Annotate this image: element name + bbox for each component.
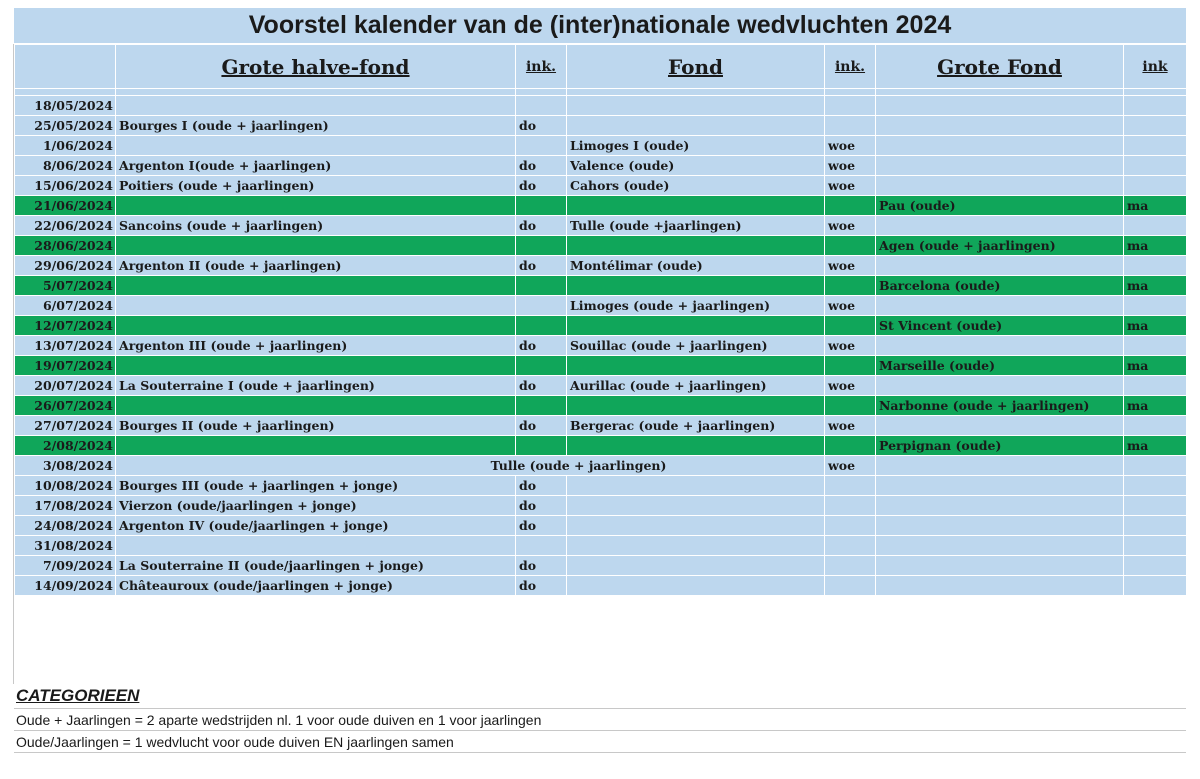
date-cell[interactable]: 8/06/2024 (15, 156, 116, 176)
grote-halve-fond-cell[interactable]: La Souterraine I (oude + jaarlingen) (116, 376, 516, 396)
date-cell[interactable]: 21/06/2024 (15, 196, 116, 216)
ink-cell[interactable] (1124, 156, 1187, 176)
grote-halve-fond-cell[interactable]: Argenton III (oude + jaarlingen) (116, 336, 516, 356)
table-row (15, 536, 1187, 556)
date-cell[interactable]: 28/06/2024 (15, 236, 116, 256)
fond-cell[interactable] (567, 436, 825, 456)
ink-cell[interactable]: woe (825, 156, 876, 176)
fond-cell[interactable] (567, 556, 825, 576)
grote-halve-fond-cell[interactable]: Argenton II (oude + jaarlingen) (116, 256, 516, 276)
date-cell[interactable]: 13/07/2024 (15, 336, 116, 356)
ink-cell[interactable] (825, 116, 876, 136)
fond-cell[interactable]: Montélimar (oude) (567, 256, 825, 276)
grote-fond-cell[interactable] (876, 136, 1124, 156)
fond-cell[interactable]: Cahors (oude) (567, 176, 825, 196)
calendar-body (15, 89, 1187, 596)
fond-cell[interactable] (567, 96, 825, 116)
grote-fond-cell[interactable] (876, 516, 1124, 536)
ink-cell[interactable]: do (516, 516, 567, 536)
date-cell[interactable]: 7/09/2024 (15, 556, 116, 576)
ink-cell[interactable] (516, 296, 567, 316)
grote-halve-fond-cell[interactable]: Argenton IV (oude/jaarlingen + jonge) (116, 516, 516, 536)
ink-cell[interactable]: woe (825, 336, 876, 356)
grote-fond-cell[interactable] (876, 216, 1124, 236)
legend-heading[interactable]: CATEGORIEEN (14, 683, 1186, 709)
date-cell[interactable]: 22/06/2024 (15, 216, 116, 236)
ink-cell[interactable] (1124, 176, 1187, 196)
spacer-row (15, 89, 1187, 96)
grote-fond-cell[interactable] (876, 576, 1124, 596)
grote-fond-cell[interactable]: Marseille (oude) (876, 356, 1124, 376)
table-row (15, 496, 1187, 516)
header-ink-1[interactable]: ink. (516, 45, 567, 89)
fond-cell[interactable] (567, 116, 825, 136)
table-row (15, 156, 1187, 176)
ink-cell[interactable]: do (516, 416, 567, 436)
ink-cell[interactable] (1124, 96, 1187, 116)
grote-fond-cell[interactable] (876, 156, 1124, 176)
ink-cell[interactable]: ma (1124, 356, 1187, 376)
grote-halve-fond-cell[interactable] (116, 276, 516, 296)
grote-fond-cell[interactable] (876, 96, 1124, 116)
fond-cell[interactable]: Aurillac (oude + jaarlingen) (567, 376, 825, 396)
grote-halve-fond-cell[interactable]: Châteauroux (oude/jaarlingen + jonge) (116, 576, 516, 596)
grote-fond-cell[interactable] (876, 256, 1124, 276)
ink-cell[interactable]: woe (825, 136, 876, 156)
fond-cell[interactable]: Limoges (oude + jaarlingen) (567, 296, 825, 316)
fond-cell[interactable] (567, 476, 825, 496)
table-cell[interactable] (567, 89, 825, 96)
grote-fond-cell[interactable] (876, 376, 1124, 396)
date-cell[interactable]: 5/07/2024 (15, 276, 116, 296)
ink-cell[interactable]: do (516, 116, 567, 136)
grote-halve-fond-cell[interactable] (116, 96, 516, 116)
date-cell[interactable]: 12/07/2024 (15, 316, 116, 336)
ink-cell[interactable] (516, 276, 567, 296)
table-row (15, 396, 1187, 416)
ink-cell[interactable] (516, 316, 567, 336)
grote-halve-fond-cell[interactable] (116, 436, 516, 456)
ink-cell[interactable]: ma (1124, 396, 1187, 416)
date-cell[interactable]: 29/06/2024 (15, 256, 116, 276)
grote-halve-fond-cell[interactable] (116, 356, 516, 376)
table-row (15, 296, 1187, 316)
header-date[interactable] (15, 45, 116, 89)
ink-cell[interactable]: woe (825, 456, 876, 476)
ink-cell[interactable]: woe (825, 416, 876, 436)
ink-cell[interactable] (825, 496, 876, 516)
ink-cell[interactable]: do (516, 256, 567, 276)
fond-cell[interactable] (567, 536, 825, 556)
ink-cell[interactable] (1124, 476, 1187, 496)
grote-halve-fond-cell[interactable] (116, 136, 516, 156)
fond-cell[interactable] (567, 236, 825, 256)
ink-cell[interactable] (825, 556, 876, 576)
ink-cell[interactable]: ma (1124, 196, 1187, 216)
header-grote-fond[interactable]: Grote Fond (876, 45, 1124, 89)
table-cell[interactable] (876, 89, 1124, 96)
grote-halve-fond-cell[interactable] (116, 316, 516, 336)
ink-cell[interactable] (1124, 296, 1187, 316)
fond-cell[interactable] (567, 356, 825, 376)
grote-fond-cell[interactable]: St Vincent (oude) (876, 316, 1124, 336)
grote-halve-fond-cell[interactable]: Bourges III (oude + jaarlingen + jonge) (116, 476, 516, 496)
ink-cell[interactable] (825, 516, 876, 536)
date-cell[interactable]: 2/08/2024 (15, 436, 116, 456)
grote-halve-fond-cell[interactable] (116, 236, 516, 256)
ink-cell[interactable] (516, 536, 567, 556)
ink-cell[interactable]: do (516, 496, 567, 516)
header-ink-3[interactable]: ink (1124, 45, 1187, 89)
legend-line-1[interactable]: Oude + Jaarlingen = 2 aparte wedstrijden nl. 1 voor oude duiven en 1 voor jaarlingen (14, 709, 1186, 731)
grote-fond-cell[interactable] (876, 556, 1124, 576)
ink-cell[interactable] (825, 196, 876, 216)
ink-cell[interactable]: ma (1124, 276, 1187, 296)
ink-cell[interactable] (1124, 136, 1187, 156)
table-row (15, 96, 1187, 116)
table-cell[interactable] (116, 89, 516, 96)
table-row (15, 216, 1187, 236)
date-cell[interactable]: 19/07/2024 (15, 356, 116, 376)
header-ink-2[interactable]: ink. (825, 45, 876, 89)
grote-fond-cell[interactable] (876, 296, 1124, 316)
grote-halve-fond-cell[interactable]: Argenton I(oude + jaarlingen) (116, 156, 516, 176)
grote-fond-cell[interactable]: Agen (oude + jaarlingen) (876, 236, 1124, 256)
ink-cell[interactable] (1124, 336, 1187, 356)
grote-fond-cell[interactable] (876, 476, 1124, 496)
date-cell[interactable]: 24/08/2024 (15, 516, 116, 536)
ink-cell[interactable] (516, 96, 567, 116)
ink-cell[interactable]: do (516, 476, 567, 496)
date-cell[interactable]: 15/06/2024 (15, 176, 116, 196)
table-row (15, 476, 1187, 496)
ink-cell[interactable] (1124, 576, 1187, 596)
ink-cell[interactable]: do (516, 156, 567, 176)
ink-cell[interactable] (1124, 216, 1187, 236)
ink-cell[interactable] (1124, 116, 1187, 136)
grote-fond-cell[interactable] (876, 116, 1124, 136)
header-grote-halve-fond[interactable]: Grote halve-fond (116, 45, 516, 89)
grote-halve-fond-cell[interactable] (116, 196, 516, 216)
ink-cell[interactable] (825, 436, 876, 456)
fond-cell[interactable] (567, 316, 825, 336)
date-cell[interactable]: 31/08/2024 (15, 536, 116, 556)
ink-cell[interactable] (516, 196, 567, 216)
fond-cell[interactable] (567, 576, 825, 596)
ink-cell[interactable] (516, 136, 567, 156)
fond-cell[interactable]: Souillac (oude + jaarlingen) (567, 336, 825, 356)
grote-halve-fond-cell[interactable]: Bourges II (oude + jaarlingen) (116, 416, 516, 436)
calendar-table (14, 44, 1187, 596)
table-row (15, 136, 1187, 156)
table-row (15, 196, 1187, 216)
grote-halve-fond-cell[interactable] (116, 296, 516, 316)
date-cell[interactable]: 3/08/2024 (15, 456, 116, 476)
grote-halve-fond-cell[interactable] (116, 536, 516, 556)
ink-cell[interactable]: do (516, 556, 567, 576)
ink-cell[interactable] (825, 96, 876, 116)
grote-halve-fond-cell[interactable] (116, 396, 516, 416)
ink-cell[interactable]: ma (1124, 316, 1187, 336)
ink-cell[interactable] (825, 576, 876, 596)
grote-fond-cell[interactable]: Perpignan (oude) (876, 436, 1124, 456)
table-row (15, 556, 1187, 576)
ink-cell[interactable] (1124, 556, 1187, 576)
grote-halve-fond-cell[interactable]: Sancoins (oude + jaarlingen) (116, 216, 516, 236)
ink-cell[interactable]: woe (825, 376, 876, 396)
fond-cell[interactable] (567, 196, 825, 216)
table-cell[interactable] (516, 89, 567, 96)
grote-halve-fond-cell[interactable]: La Souterraine II (oude/jaarlingen + jonge) (116, 556, 516, 576)
ink-cell[interactable] (516, 396, 567, 416)
header-fond[interactable]: Fond (567, 45, 825, 89)
ink-cell[interactable] (825, 396, 876, 416)
fond-cell[interactable]: Valence (oude) (567, 156, 825, 176)
ink-cell[interactable] (516, 356, 567, 376)
date-cell[interactable]: 27/07/2024 (15, 416, 116, 436)
date-cell[interactable]: 18/05/2024 (15, 96, 116, 116)
ink-cell[interactable] (1124, 256, 1187, 276)
ink-cell[interactable]: woe (825, 216, 876, 236)
fond-cell[interactable] (567, 396, 825, 416)
grote-fond-cell[interactable] (876, 496, 1124, 516)
table-cell[interactable] (15, 89, 116, 96)
fond-cell[interactable]: Tulle (oude +jaarlingen) (567, 216, 825, 236)
ink-cell[interactable] (1124, 536, 1187, 556)
table-row (15, 336, 1187, 356)
grote-fond-cell[interactable]: Pau (oude) (876, 196, 1124, 216)
ink-cell[interactable]: woe (825, 256, 876, 276)
grote-halve-fond-cell[interactable]: Bourges I (oude + jaarlingen) (116, 116, 516, 136)
ink-cell[interactable] (516, 236, 567, 256)
ink-cell[interactable]: woe (825, 176, 876, 196)
table-row (15, 176, 1187, 196)
ink-cell[interactable] (1124, 416, 1187, 436)
table-row (15, 316, 1187, 336)
ink-cell[interactable] (1124, 496, 1187, 516)
table-row (15, 516, 1187, 536)
ink-cell[interactable] (516, 436, 567, 456)
date-cell[interactable]: 26/07/2024 (15, 396, 116, 416)
grote-fond-cell[interactable]: Barcelona (oude) (876, 276, 1124, 296)
date-cell[interactable]: 6/07/2024 (15, 296, 116, 316)
ink-cell[interactable]: woe (825, 296, 876, 316)
grote-fond-cell[interactable]: Narbonne (oude + jaarlingen) (876, 396, 1124, 416)
table-row (15, 356, 1187, 376)
ink-cell[interactable]: do (516, 336, 567, 356)
ink-cell[interactable]: do (516, 576, 567, 596)
ink-cell[interactable]: do (516, 176, 567, 196)
grote-fond-cell[interactable] (876, 456, 1124, 476)
page-title[interactable]: Voorstel kalender van de (inter)nationale wedvluchten 2024 (14, 8, 1186, 44)
fond-cell[interactable] (567, 496, 825, 516)
ink-cell[interactable] (825, 356, 876, 376)
date-cell[interactable]: 17/08/2024 (15, 496, 116, 516)
table-row (15, 256, 1187, 276)
ink-cell[interactable] (1124, 516, 1187, 536)
legend-line-2[interactable]: Oude/Jaarlingen = 1 wedvlucht voor oude duiven EN jaarlingen samen (14, 731, 1186, 753)
date-cell[interactable]: 25/05/2024 (15, 116, 116, 136)
table-row (15, 376, 1187, 396)
date-cell[interactable]: 1/06/2024 (15, 136, 116, 156)
ink-cell[interactable] (825, 236, 876, 256)
date-cell[interactable]: 10/08/2024 (15, 476, 116, 496)
table-row (15, 456, 1187, 476)
ink-cell[interactable]: do (516, 376, 567, 396)
table-row (15, 276, 1187, 296)
fond-cell[interactable]: Bergerac (oude + jaarlingen) (567, 416, 825, 436)
grote-fond-cell[interactable] (876, 416, 1124, 436)
ink-cell[interactable] (1124, 456, 1187, 476)
fond-cell[interactable] (567, 516, 825, 536)
table-cell[interactable] (1124, 89, 1187, 96)
date-cell[interactable]: 20/07/2024 (15, 376, 116, 396)
fond-cell[interactable]: Limoges I (oude) (567, 136, 825, 156)
table-row (15, 436, 1187, 456)
grote-fond-cell[interactable] (876, 176, 1124, 196)
ink-cell[interactable]: do (516, 216, 567, 236)
ink-cell[interactable]: ma (1124, 436, 1187, 456)
ink-cell[interactable] (825, 276, 876, 296)
table-row (15, 576, 1187, 596)
ink-cell[interactable] (1124, 376, 1187, 396)
table-row (15, 416, 1187, 436)
ink-cell[interactable] (825, 316, 876, 336)
categories-legend (14, 683, 1186, 753)
table-row (15, 116, 1187, 136)
grote-halve-fond-cell[interactable]: Vierzon (oude/jaarlingen + jonge) (116, 496, 516, 516)
grote-fond-cell[interactable] (876, 536, 1124, 556)
table-cell[interactable] (825, 89, 876, 96)
date-cell[interactable]: 14/09/2024 (15, 576, 116, 596)
grote-fond-cell[interactable] (876, 336, 1124, 356)
ink-cell[interactable]: ma (1124, 236, 1187, 256)
header-row (15, 45, 1187, 89)
grote-halve-fond-cell[interactable]: Poitiers (oude + jaarlingen) (116, 176, 516, 196)
ink-cell[interactable] (825, 476, 876, 496)
ink-cell[interactable] (825, 536, 876, 556)
fond-cell[interactable] (567, 276, 825, 296)
table-row (15, 236, 1187, 256)
merged-race-cell[interactable]: Tulle (oude + jaarlingen) (116, 456, 825, 476)
